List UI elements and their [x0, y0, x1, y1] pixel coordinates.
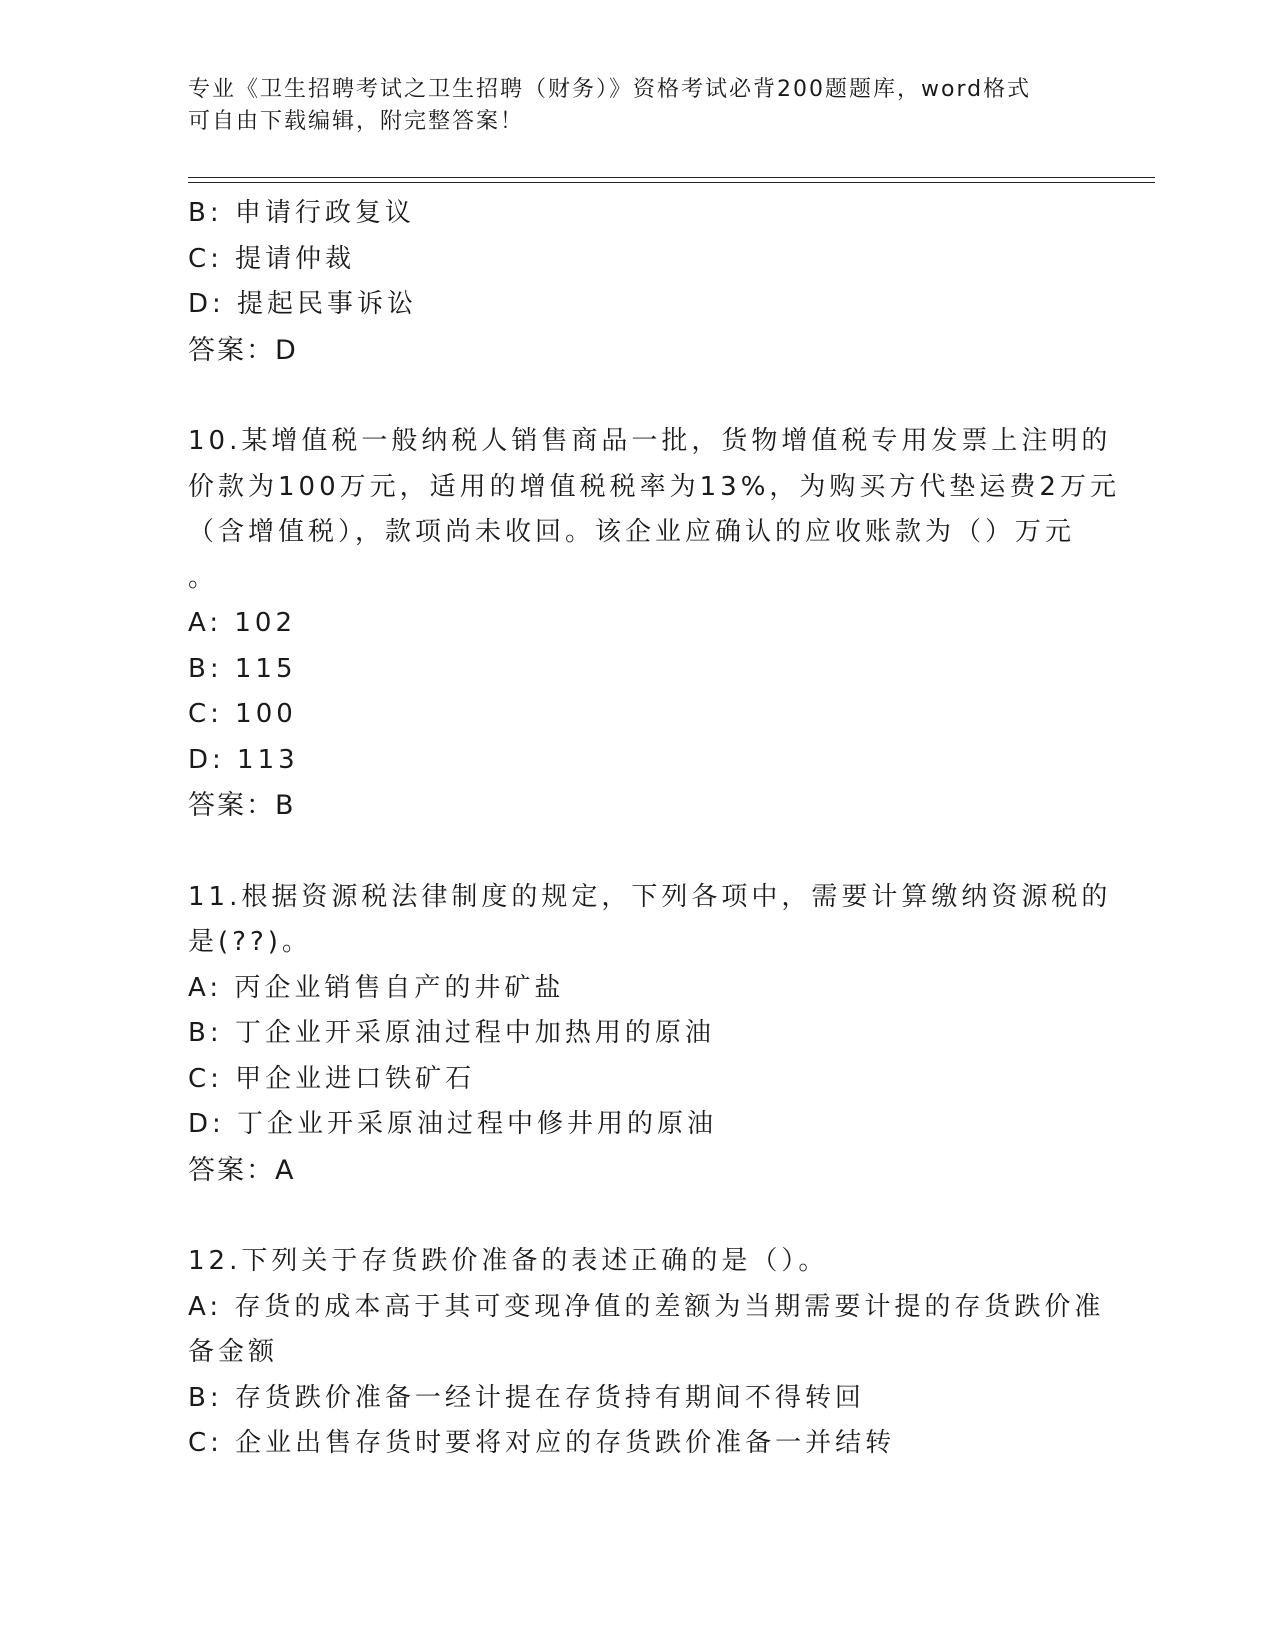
- spacer: [188, 1193, 1088, 1239]
- option-d: D: 提起民事诉讼: [188, 289, 418, 319]
- option-d: D: 丁企业开采原油过程中修井用的原油: [188, 1109, 718, 1139]
- option-a: A: 102: [188, 608, 296, 638]
- question-11: [188, 875, 1112, 1194]
- answer: 答案：B: [188, 790, 296, 821]
- option-a: A: 存货的成本高于其可变现净值的差额为当期需要计提的存货跌价准: [188, 1291, 1105, 1322]
- option-b: B: 115: [188, 653, 297, 684]
- option-a-continued: 备金额: [188, 1337, 279, 1367]
- spacer: [188, 829, 1088, 875]
- question-stem-line: 价款为100万元，适用的增值税税率为13%，为购买方代垫运费2万元: [188, 471, 1120, 502]
- option-b: B: 存货跌价准备一经计提在存货持有期间不得转回: [188, 1382, 865, 1413]
- header-line-2: 可自由下载编辑，附完整答案！: [188, 109, 525, 134]
- option-c: C: 企业出售存货时要将对应的存货跌价准备一并结转: [188, 1428, 896, 1458]
- question-stem-line: 是(??)。: [188, 927, 312, 957]
- option-c: C: 100: [188, 699, 297, 729]
- option-b: B: 丁企业开采原油过程中加热用的原油: [188, 1018, 715, 1048]
- header-rule-top: [188, 177, 1155, 178]
- option-a: A: 丙企业销售自产的井矿盐: [188, 972, 565, 1003]
- question-list: [188, 191, 1120, 1467]
- option-c: C: 甲企业进口铁矿石: [188, 1063, 476, 1094]
- header-line-1: 专业《卫生招聘考试之卫生招聘（财务）》资格考试必背200题题库，word格式: [188, 77, 1032, 102]
- option-b: B: 申请行政复议: [188, 198, 415, 228]
- option-c: C: 提请仲裁: [188, 243, 356, 274]
- question-stem-line: 11.根据资源税法律制度的规定，下列各项中，需要计算缴纳资源税的: [188, 881, 1112, 912]
- question-10: [188, 419, 1120, 829]
- question-stem-line: 10.某增值税一般纳税人销售商品一批，货物增值税专用发票上注明的: [188, 426, 1112, 456]
- question-12: [188, 1239, 1105, 1467]
- answer: 答案：D: [188, 334, 298, 366]
- question-stem-line: （含增值税），款项尚未收回。该企业应确认的应收账款为（）万元: [188, 517, 1076, 547]
- document-header: [188, 74, 1088, 138]
- question-9: [188, 191, 1088, 373]
- answer: 答案：A: [188, 1154, 296, 1186]
- option-d: D: 113: [188, 744, 299, 775]
- header-rule-bottom: [188, 182, 1155, 183]
- question-stem-line: 。: [188, 562, 219, 593]
- spacer: [188, 373, 1088, 419]
- question-stem-line: 12.下列关于存货跌价准备的表述正确的是（）。: [188, 1246, 829, 1276]
